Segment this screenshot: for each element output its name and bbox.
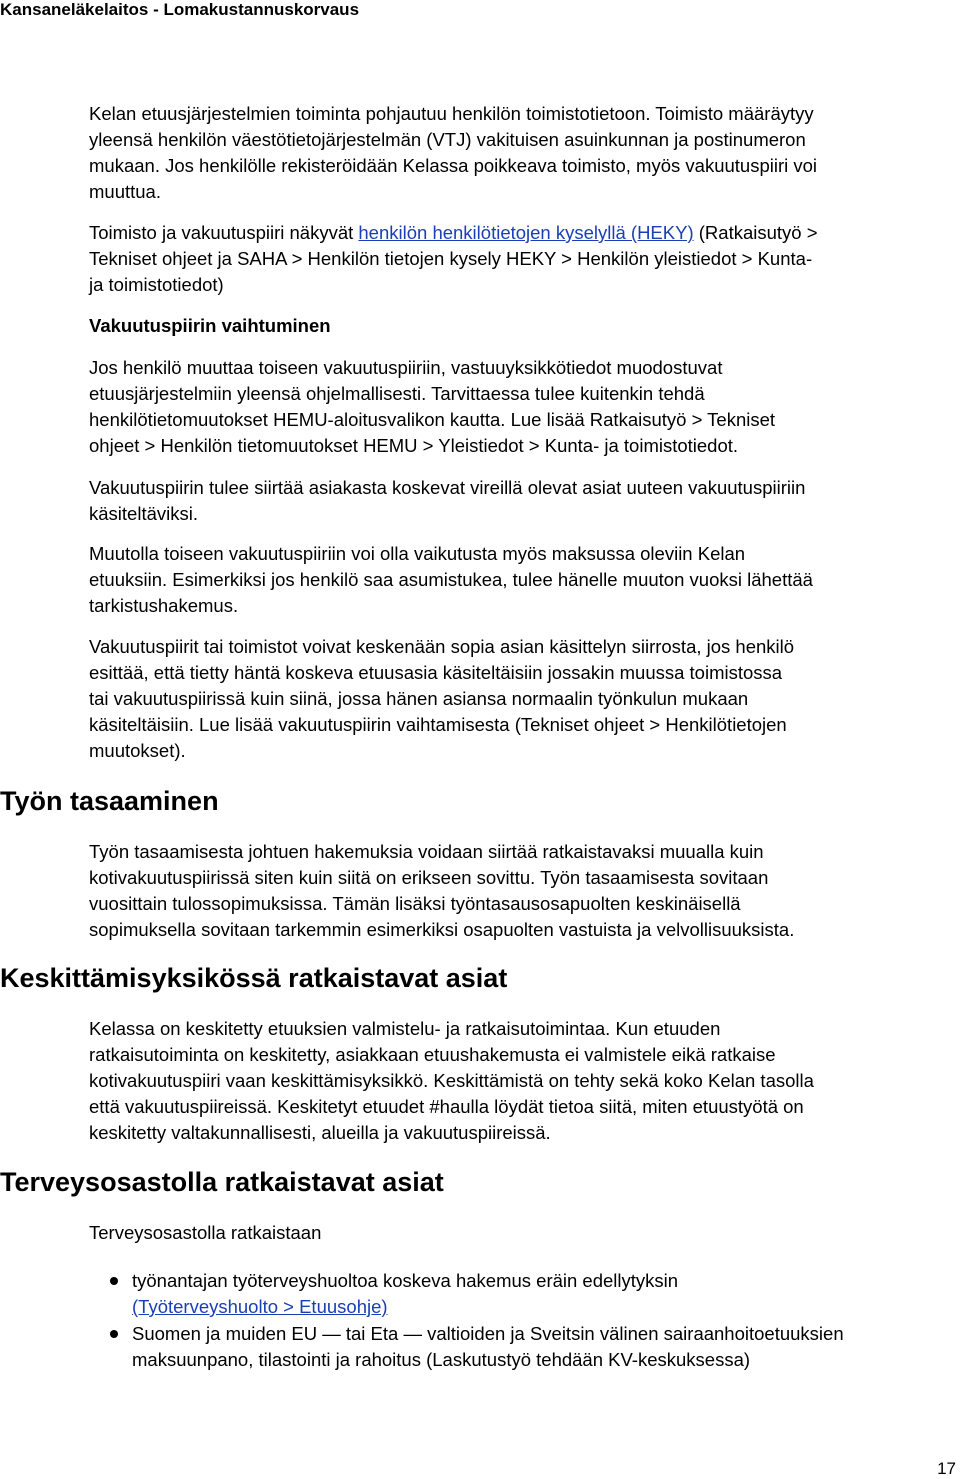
text-line: Kelan etuusjärjestelmien toiminta pohjautuu henkilön toimistotietoon. Toimisto määräytyy xyxy=(89,103,814,124)
heading-health-department: Terveysosastolla ratkaistavat asiat xyxy=(0,1167,444,1197)
text-line: esittää, että tietty häntä koskeva etuusasia käsiteltäisiin jossakin muussa toimistossa xyxy=(89,662,783,683)
text-line: Muutolla toiseen vakuutuspiiriin voi olla vaikutusta myös maksussa oleviin Kelan xyxy=(89,543,746,564)
text-line: Toimisto ja vakuutuspiiri näkyvät xyxy=(89,222,359,243)
text-line: Kelassa on keskitetty etuuksien valmistelu- ja ratkaisutoimintaa. Kun etuuden xyxy=(89,1018,721,1039)
text-line: Tekniset ohjeet ja SAHA > Henkilön tietojen kysely HEKY > Henkilön yleistiedot > Kunta- xyxy=(89,248,813,269)
subheading-insurance-district-change: Vakuutuspiirin vaihtuminen xyxy=(89,315,331,336)
text-line: vuosittain tulossopimuksissa. Tämän lisäksi työntasausosapuolten keskinäisellä xyxy=(89,893,741,914)
text-line: etuuksiin. Esimerkiksi jos henkilö saa asumistukea, tulee hänelle muuton vuoksi lähettää xyxy=(89,569,813,590)
text-line: ja toimistotiedot) xyxy=(89,274,224,295)
text-line: Suomen ja muiden EU — tai Eta — valtioiden ja Sveitsin välinen sairaanhoitoetuuksien xyxy=(132,1323,844,1344)
text-line: etuusjärjestelmiin yleensä ohjelmallisesti. Tarvittaessa tulee kuitenkin tehdä xyxy=(89,383,705,404)
text-line: että vakuutuspiireissä. Keskitetyt etuudet #haulla löydät tietoa siitä, miten etuustyötä on xyxy=(89,1096,804,1117)
text-line: kotivakuutuspiiri vaan keskittämisyksikkö. Keskittämistä on tehty sekä koko Kelan tasolla xyxy=(89,1070,814,1091)
text-line: muuttua. xyxy=(89,181,161,202)
text-line: sopimuksella sovitaan tarkemmin esimerkiksi osapuolten vastuista ja velvollisuuksista. xyxy=(89,919,795,940)
text-line: maksuunpano, tilastointi ja rahoitus (Laskutustyö tehdään KV-keskuksessa) xyxy=(132,1349,751,1370)
text-line: ohjeet > Henkilön tietomuutokset HEMU > Yleistiedot > Kunta- ja toimistotiedot. xyxy=(89,435,739,456)
bullet-dot xyxy=(110,1277,118,1285)
paragraph-transfer-agreement xyxy=(89,634,794,764)
page-number: 17 xyxy=(937,1459,956,1478)
text-line: Vakuutuspiirit tai toimistot voivat keskenään sopia asian käsittelyn siirrosta, jos henkilö xyxy=(89,636,795,657)
text-line: kotivakuutuspiirissä siten kuin siitä on erikseen sovittu. Työn tasaamisesta sovitaan xyxy=(89,867,769,888)
list-item xyxy=(132,1268,678,1320)
text-line: Vakuutuspiirin tulee siirtää asiakasta koskevat vireillä olevat asiat uuteen vakuutuspiiriin xyxy=(89,477,806,498)
paragraph-health-intro: Terveysosastolla ratkaistaan xyxy=(89,1222,322,1243)
paragraph-benefits-effect xyxy=(89,541,813,619)
text-line: käsiteltäviksi. xyxy=(89,503,198,524)
paragraph-work-balancing xyxy=(89,839,794,943)
text-line: mukaan. Jos henkilölle rekisteröidään Kelassa poikkeava toimisto, myös vakuutuspiiri voi xyxy=(89,155,818,176)
text-line: Työn tasaamisesta johtuen hakemuksia voidaan siirtää ratkaistavaksi muualla kuin xyxy=(89,841,764,862)
document-header: Kansaneläkelaitos - Lomakustannuskorvaus xyxy=(0,0,360,19)
heading-centralization-unit: Keskittämisyksikössä ratkaistavat asiat xyxy=(0,963,508,993)
text-line: henkilötietomuutokset HEMU-aloitusvalikon kautta. Lue lisää Ratkaisutyö > Tekniset xyxy=(89,409,776,430)
text-line: käsiteltäisiin. Lue lisää vakuutuspiirin vaihtamisesta (Tekniset ohjeet > Henkilötietojen xyxy=(89,714,787,735)
text-line: tarkistushakemus. xyxy=(89,595,239,616)
heky-link[interactable]: henkilön henkilötietojen kyselyllä (HEKY) xyxy=(358,222,694,243)
text-line: muutokset). xyxy=(89,740,186,761)
paragraph-move xyxy=(89,355,775,459)
bullet-dot xyxy=(110,1330,118,1338)
heading-work-balancing: Työn tasaaminen xyxy=(0,786,219,816)
occupational-health-link[interactable]: (Työterveyshuolto > Etuusohje) xyxy=(132,1296,388,1317)
text-line: Jos henkilö muuttaa toiseen vakuutuspiiriin, vastuuyksikkötiedot muodostuvat xyxy=(89,357,723,378)
text-line: tai vakuutuspiirissä kuin siinä, jossa hänen asiansa normaalin työnkulun mukaan xyxy=(89,688,749,709)
list-item xyxy=(132,1321,844,1373)
text-line: yleensä henkilön väestötietojärjestelmän (VTJ) vakituisen asuinkunnan ja postinumeron xyxy=(89,129,806,150)
paragraph-heky xyxy=(89,220,818,298)
paragraph-centralization xyxy=(89,1016,814,1146)
paragraph-office-info xyxy=(89,101,817,205)
paragraph-pending-matters xyxy=(89,475,805,527)
text-line: työnantajan työterveyshuoltoa koskeva hakemus eräin edellytyksin xyxy=(132,1270,679,1291)
text-line: ratkaisutoiminta on keskitetty, asiakkaan etuushakemusta ei valmistele eikä ratkaise xyxy=(89,1044,776,1065)
text-line: keskitetty valtakunnallisesti, alueilla ja vakuutuspiireissä. xyxy=(89,1122,551,1143)
text-line: (Ratkaisutyö > xyxy=(693,222,818,243)
